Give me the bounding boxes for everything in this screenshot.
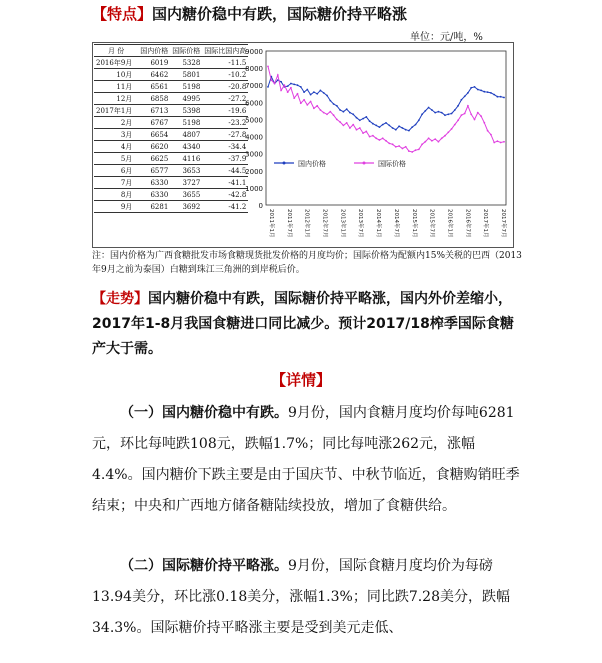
series-point-0 bbox=[349, 112, 351, 114]
detail-1-body: 9月份，国内食糖月度均价每吨6281元，环比每吨跌108元，跌幅1.7%；同比每吨涨262元，涨幅 4.4%。国内糖价下跌主要是由于国庆节、中秋节临近，食糖购销旺季结束；中央和广西地方储备糖陆续投放，增加了食糖供给。 bbox=[92, 405, 520, 514]
table-row bbox=[94, 105, 248, 117]
series-point-1 bbox=[365, 131, 367, 133]
x-tick-label: 2015年1月 bbox=[410, 209, 417, 238]
series-point-0 bbox=[392, 127, 394, 129]
series-point-1 bbox=[274, 83, 276, 85]
series-point-1 bbox=[461, 114, 463, 116]
x-tick-label: 2017年1月 bbox=[482, 209, 489, 238]
x-tick-label: 2013年1月 bbox=[339, 209, 346, 238]
series-point-1 bbox=[431, 140, 433, 142]
series-point-1 bbox=[395, 146, 397, 148]
y-tick-label: 7000 bbox=[245, 82, 263, 91]
detail-2-heading: （二）国际糖价持平略涨。 bbox=[120, 558, 288, 574]
x-tick-label: 2013年7月 bbox=[357, 209, 364, 238]
details-title: 【详情】 bbox=[270, 371, 331, 389]
series-point-0 bbox=[293, 84, 295, 86]
table-cell: 6577 bbox=[138, 165, 170, 177]
table-header-row bbox=[94, 45, 248, 57]
table-row bbox=[94, 165, 248, 177]
table-cell: 3655 bbox=[170, 189, 202, 201]
x-tick-label: 2015年7月 bbox=[428, 209, 435, 238]
series-point-1 bbox=[464, 113, 466, 115]
feature-heading bbox=[92, 3, 407, 24]
table-cell: 6654 bbox=[138, 129, 170, 141]
table-row bbox=[94, 93, 248, 105]
series-point-0 bbox=[454, 109, 456, 111]
table-cell: 6019 bbox=[138, 57, 170, 69]
series-point-1 bbox=[438, 141, 440, 143]
series-point-1 bbox=[280, 90, 282, 92]
y-tick-label: 6000 bbox=[245, 99, 263, 108]
trend-tag: 【走势】 bbox=[92, 291, 148, 307]
table-cell: 12月 bbox=[94, 93, 138, 105]
table-cell: -37.9 bbox=[202, 153, 248, 165]
table-cell: 4116 bbox=[170, 153, 202, 165]
series-point-1 bbox=[428, 137, 430, 139]
series-point-0 bbox=[365, 116, 367, 118]
table-row bbox=[94, 201, 248, 213]
legend-marker-1 bbox=[363, 162, 366, 165]
series-point-1 bbox=[316, 105, 318, 107]
series-point-0 bbox=[343, 111, 345, 113]
series-point-0 bbox=[359, 119, 361, 121]
x-tick-label: 2012年1月 bbox=[303, 209, 310, 238]
series-point-0 bbox=[333, 103, 335, 105]
series-point-0 bbox=[297, 84, 299, 86]
series-point-0 bbox=[480, 90, 482, 92]
table-cell: 3月 bbox=[94, 129, 138, 141]
table-cell: 6625 bbox=[138, 153, 170, 165]
series-point-1 bbox=[385, 140, 387, 142]
series-point-1 bbox=[369, 136, 371, 138]
series-point-0 bbox=[267, 86, 269, 88]
series-point-0 bbox=[336, 105, 338, 107]
x-tick-label: 2011年7月 bbox=[285, 209, 292, 238]
series-point-1 bbox=[346, 122, 348, 124]
series-point-0 bbox=[434, 112, 436, 114]
series-point-1 bbox=[320, 109, 322, 111]
table-cell: 5398 bbox=[170, 105, 202, 117]
table-cell: 6858 bbox=[138, 93, 170, 105]
series-point-1 bbox=[375, 137, 377, 139]
series-point-1 bbox=[349, 127, 351, 129]
series-point-0 bbox=[385, 122, 387, 124]
y-tick-label: 1000 bbox=[245, 184, 263, 193]
series-point-1 bbox=[493, 142, 495, 144]
series-point-1 bbox=[267, 66, 269, 68]
series-point-0 bbox=[303, 91, 305, 93]
series-point-1 bbox=[477, 112, 479, 114]
table-cell: 6330 bbox=[138, 177, 170, 189]
series-point-1 bbox=[411, 151, 413, 153]
series-point-0 bbox=[424, 110, 426, 112]
table-cell: 6561 bbox=[138, 81, 170, 93]
table-cell: 6月 bbox=[94, 165, 138, 177]
table-cell: 2017年1月 bbox=[94, 105, 138, 117]
table-cell: 6462 bbox=[138, 69, 170, 81]
series-point-1 bbox=[290, 87, 292, 89]
table-cell: 2016年9月 bbox=[94, 57, 138, 69]
series-point-1 bbox=[392, 143, 394, 145]
series-point-0 bbox=[428, 107, 430, 109]
series-point-1 bbox=[483, 122, 485, 124]
series-point-0 bbox=[464, 95, 466, 97]
x-tick-label: 2012年7月 bbox=[321, 209, 328, 238]
series-point-0 bbox=[382, 124, 384, 126]
series-point-1 bbox=[372, 135, 374, 137]
series-point-0 bbox=[418, 119, 420, 121]
table-cell: 9月 bbox=[94, 201, 138, 213]
table-cell: 10月 bbox=[94, 69, 138, 81]
x-tick-label: 2017年7月 bbox=[500, 209, 506, 238]
detail-paragraph-1 bbox=[92, 398, 522, 522]
series-point-0 bbox=[467, 92, 469, 94]
series-point-1 bbox=[421, 143, 423, 145]
series-point-1 bbox=[356, 129, 358, 131]
series-point-0 bbox=[372, 123, 374, 125]
series-point-1 bbox=[454, 124, 456, 126]
series-point-1 bbox=[444, 135, 446, 137]
table-cell: -27.8 bbox=[202, 129, 248, 141]
y-tick-label: 5000 bbox=[245, 116, 263, 125]
unit-label: 单位：元/吨，% bbox=[410, 32, 483, 43]
x-tick-label: 2014年7月 bbox=[392, 209, 399, 238]
table-row bbox=[94, 153, 248, 165]
table-cell: 8月 bbox=[94, 189, 138, 201]
table-cell: -23.2 bbox=[202, 117, 248, 129]
price-chart bbox=[232, 43, 510, 245]
series-point-0 bbox=[408, 130, 410, 132]
series-point-0 bbox=[356, 117, 358, 119]
table-cell: -27.2 bbox=[202, 93, 248, 105]
series-point-1 bbox=[287, 91, 289, 93]
series-point-0 bbox=[287, 85, 289, 87]
table-cell: 7月 bbox=[94, 177, 138, 189]
series-point-0 bbox=[300, 86, 302, 88]
series-point-1 bbox=[447, 131, 449, 133]
series-point-1 bbox=[418, 149, 420, 151]
table-cell: -41.1 bbox=[202, 177, 248, 189]
series-point-1 bbox=[293, 97, 295, 99]
series-point-1 bbox=[362, 132, 364, 134]
price-table bbox=[94, 44, 248, 213]
series-point-0 bbox=[421, 113, 423, 115]
series-point-0 bbox=[375, 125, 377, 127]
series-point-1 bbox=[333, 114, 335, 116]
table-row bbox=[94, 117, 248, 129]
series-point-0 bbox=[313, 91, 315, 93]
trend-paragraph bbox=[92, 287, 522, 362]
table-row bbox=[94, 69, 248, 81]
series-point-1 bbox=[402, 148, 404, 150]
table-cell: 3692 bbox=[170, 201, 202, 213]
series-point-0 bbox=[438, 111, 440, 113]
series-point-1 bbox=[398, 145, 400, 147]
legend-label-1: 国际价格 bbox=[378, 160, 406, 168]
series-point-0 bbox=[487, 91, 489, 93]
series-point-0 bbox=[280, 81, 282, 83]
series-point-1 bbox=[405, 146, 407, 148]
feature-tag: 【特点】 bbox=[92, 5, 153, 23]
series-point-0 bbox=[474, 86, 476, 88]
table-row bbox=[94, 129, 248, 141]
series-point-1 bbox=[451, 128, 453, 130]
series-line-1 bbox=[268, 66, 504, 152]
series-point-1 bbox=[457, 119, 459, 121]
table-cell: 2月 bbox=[94, 117, 138, 129]
series-point-1 bbox=[329, 111, 331, 113]
series-point-0 bbox=[290, 83, 292, 85]
table-cell: 4340 bbox=[170, 141, 202, 153]
table-cell: 6713 bbox=[138, 105, 170, 117]
series-point-1 bbox=[382, 137, 384, 139]
series-point-0 bbox=[441, 112, 443, 114]
series-point-0 bbox=[388, 125, 390, 127]
series-point-1 bbox=[470, 113, 472, 115]
table-cell: 4995 bbox=[170, 93, 202, 105]
detail-2-body: 9月份，国际食糖月度均价为每磅13.94美分，环比涨0.18美分，涨幅1.3%；同比跌7.28美分，跌幅 34.3%。国际糖价持平略涨主要是受到美元走低、 bbox=[92, 558, 510, 636]
series-point-1 bbox=[487, 130, 489, 132]
series-point-0 bbox=[415, 124, 417, 126]
table-cell: 5801 bbox=[170, 69, 202, 81]
series-point-1 bbox=[388, 143, 390, 145]
table-header-cell: 国际价格 bbox=[172, 46, 201, 55]
feature-text: 国内糖价稳中有跌，国际糖价持平略涨 bbox=[152, 5, 408, 23]
series-point-0 bbox=[490, 92, 492, 94]
series-point-0 bbox=[411, 126, 413, 128]
series-point-0 bbox=[447, 113, 449, 115]
table-row bbox=[94, 57, 248, 69]
table-row bbox=[94, 177, 248, 189]
series-point-0 bbox=[310, 94, 312, 96]
series-point-1 bbox=[490, 134, 492, 136]
series-point-1 bbox=[352, 124, 354, 126]
series-point-0 bbox=[369, 120, 371, 122]
trend-text: 国内糖价稳中有跌，国际糖价持平略涨，国内外价差缩小，2017年1-8月我国食糖进口同比减少。预计2017/18榨季国际食糖产大于需。 bbox=[92, 291, 514, 357]
table-cell: -20.8 bbox=[202, 81, 248, 93]
series-point-1 bbox=[379, 139, 381, 141]
series-point-1 bbox=[441, 137, 443, 139]
y-tick-label: 8000 bbox=[245, 65, 263, 74]
series-point-0 bbox=[320, 90, 322, 92]
series-point-1 bbox=[503, 141, 505, 143]
series-point-0 bbox=[405, 129, 407, 131]
table-cell: 5328 bbox=[170, 57, 202, 69]
series-point-1 bbox=[323, 112, 325, 114]
series-point-0 bbox=[457, 105, 459, 107]
series-point-1 bbox=[424, 141, 426, 143]
table-cell: 4807 bbox=[170, 129, 202, 141]
y-tick-label: 4000 bbox=[245, 133, 263, 142]
series-point-1 bbox=[434, 138, 436, 140]
y-tick-label: 0 bbox=[258, 202, 263, 210]
legend-label-0: 国内价格 bbox=[298, 160, 326, 168]
series-point-0 bbox=[444, 114, 446, 116]
x-tick-label: 2014年1月 bbox=[375, 209, 382, 238]
series-point-0 bbox=[346, 108, 348, 110]
y-tick-label: 9000 bbox=[245, 48, 263, 56]
x-tick-label: 2016年7月 bbox=[464, 209, 471, 238]
series-point-0 bbox=[352, 113, 354, 115]
series-point-0 bbox=[402, 127, 404, 129]
detail-paragraph-2 bbox=[92, 551, 522, 644]
series-point-1 bbox=[306, 104, 308, 106]
series-point-1 bbox=[408, 150, 410, 152]
table-cell: -19.6 bbox=[202, 105, 248, 117]
series-point-1 bbox=[343, 125, 345, 127]
series-point-0 bbox=[477, 89, 479, 91]
legend-marker-0 bbox=[283, 162, 286, 165]
series-point-0 bbox=[329, 100, 331, 102]
x-tick-label: 2016年1月 bbox=[446, 209, 453, 238]
table-row bbox=[94, 81, 248, 93]
table-cell: -34.4 bbox=[202, 141, 248, 153]
series-point-1 bbox=[474, 119, 476, 121]
table-cell: -42.8 bbox=[202, 189, 248, 201]
series-point-1 bbox=[480, 115, 482, 117]
series-point-0 bbox=[483, 91, 485, 93]
table-cell: 5198 bbox=[170, 117, 202, 129]
series-point-1 bbox=[326, 113, 328, 115]
series-point-0 bbox=[497, 96, 499, 98]
series-point-1 bbox=[310, 101, 312, 103]
series-point-0 bbox=[431, 109, 433, 111]
chart-svg bbox=[232, 43, 510, 245]
series-point-0 bbox=[451, 113, 453, 115]
y-tick-label: 3000 bbox=[245, 150, 263, 159]
series-point-1 bbox=[415, 149, 417, 151]
table-cell: -10.2 bbox=[202, 69, 248, 81]
series-point-0 bbox=[323, 92, 325, 94]
series-point-0 bbox=[500, 96, 502, 98]
series-point-1 bbox=[336, 119, 338, 121]
series-point-1 bbox=[497, 140, 499, 142]
series-point-0 bbox=[362, 118, 364, 120]
table-row bbox=[94, 141, 248, 153]
detail-1-heading: （一）国内糖价稳中有跌。 bbox=[120, 405, 288, 421]
series-point-0 bbox=[379, 126, 381, 128]
table-cell: 6330 bbox=[138, 189, 170, 201]
table-header-cell: 国内价格 bbox=[140, 46, 169, 55]
table-cell: 11月 bbox=[94, 81, 138, 93]
series-point-1 bbox=[284, 84, 286, 86]
series-point-1 bbox=[467, 105, 469, 107]
table-cell: 5198 bbox=[170, 81, 202, 93]
series-point-1 bbox=[297, 93, 299, 95]
table-cell: 6767 bbox=[138, 117, 170, 129]
table-row bbox=[94, 189, 248, 201]
series-point-1 bbox=[359, 127, 361, 129]
series-point-0 bbox=[316, 93, 318, 95]
table-cell: -44.5 bbox=[202, 165, 248, 177]
series-point-1 bbox=[313, 107, 315, 109]
table-header-cell: 月 份 bbox=[94, 45, 138, 57]
series-point-1 bbox=[270, 79, 272, 81]
series-point-1 bbox=[300, 102, 302, 104]
series-point-0 bbox=[503, 97, 505, 99]
series-point-1 bbox=[339, 121, 341, 123]
series-point-0 bbox=[395, 129, 397, 131]
series-point-1 bbox=[303, 99, 305, 101]
table-cell: -11.5 bbox=[202, 57, 248, 69]
table-cell: -41.2 bbox=[202, 201, 248, 213]
series-point-1 bbox=[277, 74, 279, 76]
series-point-0 bbox=[306, 89, 308, 91]
table-cell: 6281 bbox=[138, 201, 170, 213]
series-point-0 bbox=[326, 95, 328, 97]
series-point-0 bbox=[461, 99, 463, 101]
table-cell: 3653 bbox=[170, 165, 202, 177]
table-cell: 3727 bbox=[170, 177, 202, 189]
table-cell: 4月 bbox=[94, 141, 138, 153]
series-point-1 bbox=[500, 142, 502, 144]
table-cell: 5月 bbox=[94, 153, 138, 165]
x-tick-label: 2011年1月 bbox=[268, 209, 274, 238]
series-point-0 bbox=[398, 125, 400, 127]
y-tick-label: 2000 bbox=[245, 167, 263, 176]
series-point-0 bbox=[470, 87, 472, 89]
series-point-0 bbox=[493, 94, 495, 96]
figure-note: 注：国内价格为广西食糖批发市场食糖现货批发价格的月度均价；国际价格为配额内15%关税的巴西（2013年9月之前为泰国）白糖到珠江三角洲的到岸税后价。 bbox=[92, 251, 522, 275]
series-point-0 bbox=[339, 109, 341, 111]
table-header-cell: 国际比国内高 bbox=[204, 46, 247, 55]
table-cell: 6620 bbox=[138, 141, 170, 153]
plot-area bbox=[266, 51, 506, 205]
